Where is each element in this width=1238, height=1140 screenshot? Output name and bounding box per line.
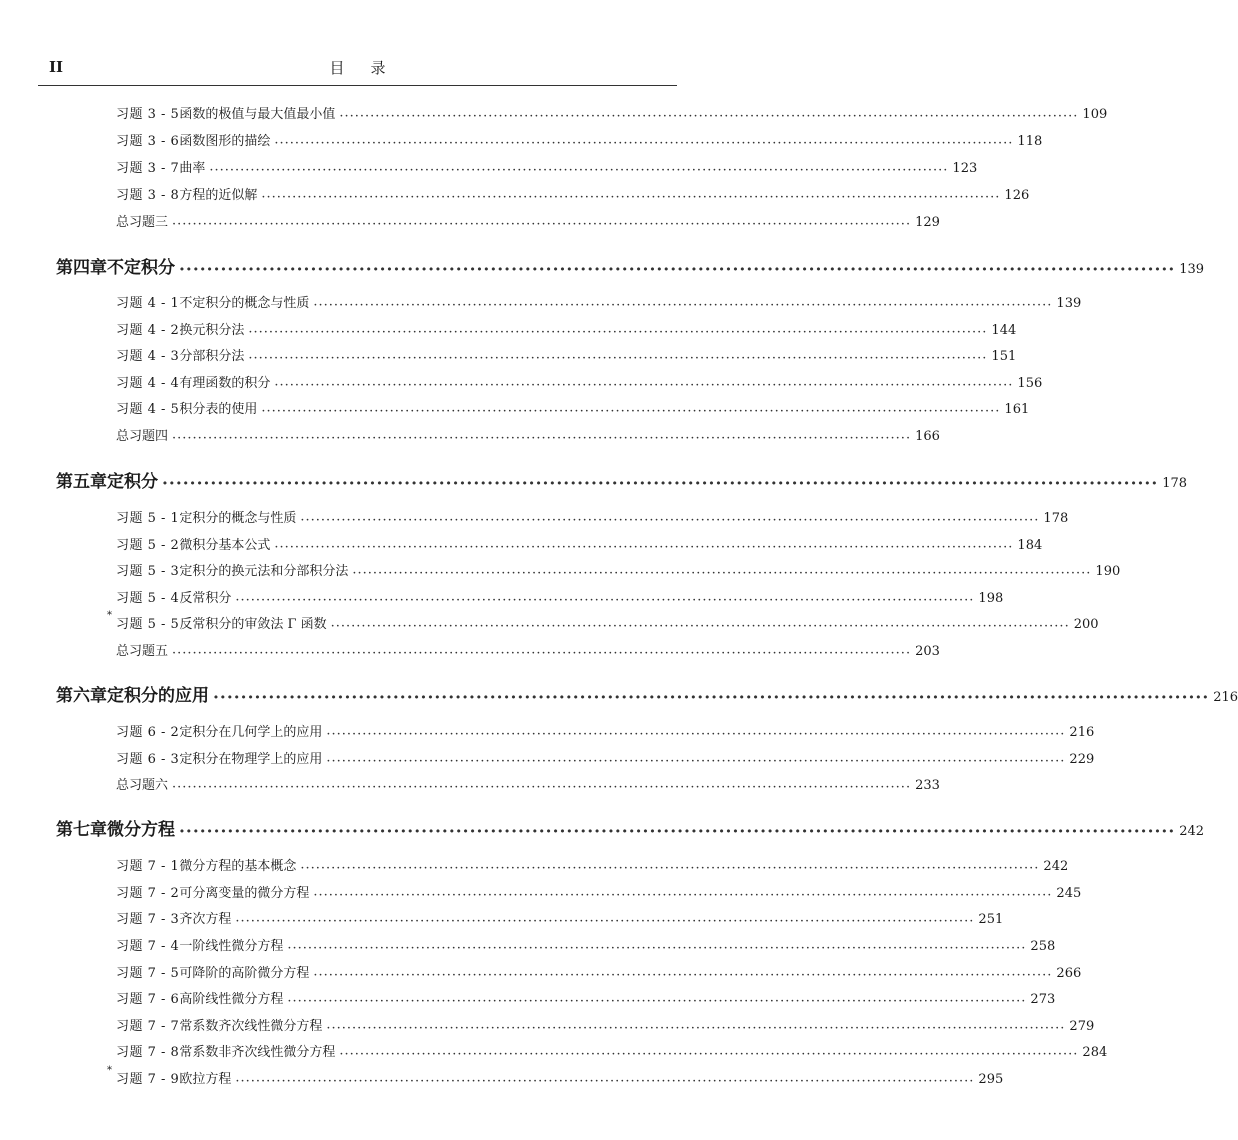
chapter-title: 定积分的应用 bbox=[107, 686, 209, 706]
page-number: II bbox=[49, 58, 64, 76]
section-title: 反常积分 bbox=[179, 591, 232, 606]
dot-leader bbox=[261, 190, 1000, 203]
toc-chapter[interactable] bbox=[56, 467, 1188, 492]
chapter-title: 微分方程 bbox=[107, 820, 175, 840]
toc-chapter[interactable] bbox=[56, 815, 1205, 840]
dot-leader bbox=[326, 754, 1065, 767]
page-ref: 266 bbox=[1056, 966, 1082, 981]
page-ref: 242 bbox=[1179, 824, 1205, 839]
dot-leader bbox=[300, 861, 1039, 874]
section-title: 可分离变量的微分方程 bbox=[179, 886, 310, 901]
section-label: 习题 5 - 3 bbox=[116, 564, 180, 579]
section-title: 常系数非齐次线性微分方程 bbox=[179, 1045, 336, 1060]
dot-leader bbox=[172, 780, 911, 793]
section-title: 换元积分法 bbox=[179, 323, 245, 338]
dot-leader bbox=[179, 822, 1175, 839]
dot-leader bbox=[179, 260, 1175, 277]
page-ref: 109 bbox=[1082, 107, 1108, 122]
section-label: 习题 5 - 2 bbox=[116, 538, 180, 553]
page-ref: 258 bbox=[1030, 939, 1056, 954]
dot-leader bbox=[274, 136, 1013, 149]
toc-entry[interactable] bbox=[116, 184, 1030, 203]
section-title: 常系数齐次线性微分方程 bbox=[179, 1019, 323, 1034]
page-ref: 166 bbox=[915, 429, 940, 444]
section-title: 欧拉方程 bbox=[179, 1072, 232, 1087]
page-ref: 118 bbox=[1017, 134, 1043, 149]
page-ref: 251 bbox=[978, 912, 1004, 927]
page-ref: 273 bbox=[1030, 992, 1056, 1007]
page-ref: 203 bbox=[915, 644, 940, 659]
dot-leader bbox=[248, 325, 987, 338]
section-label: 习题 3 - 7 bbox=[116, 161, 180, 176]
page-ref: 284 bbox=[1082, 1045, 1108, 1060]
chapter-title: 定积分 bbox=[107, 472, 158, 492]
section-label: 习题 5 - 5 bbox=[116, 617, 180, 632]
page-ref: 126 bbox=[1004, 188, 1030, 203]
toc-entry[interactable] bbox=[116, 935, 1056, 954]
page-ref: 178 bbox=[1162, 476, 1188, 491]
page-ref: 229 bbox=[1069, 752, 1095, 767]
page-ref: 279 bbox=[1069, 1019, 1095, 1034]
section-title: 函数的极值与最大值最小值 bbox=[179, 107, 336, 122]
dot-leader bbox=[162, 474, 1158, 491]
section-title: 函数图形的描绘 bbox=[179, 134, 271, 149]
toc-entry[interactable] bbox=[107, 610, 1099, 632]
section-title: 积分表的使用 bbox=[179, 402, 258, 417]
dot-leader bbox=[313, 298, 1052, 311]
section-label: 习题 3 - 6 bbox=[116, 134, 180, 149]
chapter-number: 第四章 bbox=[56, 258, 107, 278]
dot-leader bbox=[235, 593, 974, 606]
toc-entry[interactable] bbox=[116, 534, 1043, 553]
chapter-number: 第五章 bbox=[56, 472, 107, 492]
dot-leader bbox=[352, 566, 1091, 579]
section-label: 习题 5 - 4 bbox=[116, 591, 180, 606]
section-title: 分部积分法 bbox=[179, 349, 245, 364]
section-title: 高阶线性微分方程 bbox=[179, 992, 284, 1007]
chapter-number: 第七章 bbox=[56, 820, 107, 840]
section-label: 习题 7 - 6 bbox=[116, 992, 180, 1007]
toc-entry[interactable] bbox=[116, 398, 1030, 417]
dot-leader bbox=[209, 163, 948, 176]
section-title: 有理函数的积分 bbox=[179, 376, 271, 391]
page-ref: 123 bbox=[952, 161, 978, 176]
toc-entry[interactable] bbox=[116, 908, 1004, 927]
toc-entry[interactable] bbox=[116, 855, 1069, 874]
section-title: 总习题五 bbox=[116, 644, 169, 659]
toc-entry[interactable] bbox=[116, 103, 1108, 122]
toc-entry[interactable] bbox=[116, 774, 940, 793]
section-label: 习题 4 - 5 bbox=[116, 402, 180, 417]
page-ref: 233 bbox=[915, 778, 940, 793]
section-label: 习题 7 - 3 bbox=[116, 912, 180, 927]
page-ref: 216 bbox=[1069, 725, 1095, 740]
section-title: 微分方程的基本概念 bbox=[179, 859, 297, 874]
toc-entry[interactable] bbox=[116, 345, 1017, 364]
dot-leader bbox=[248, 351, 987, 364]
section-title: 一阶线性微分方程 bbox=[179, 939, 284, 954]
section-title: 曲率 bbox=[179, 161, 206, 176]
section-title: 总习题三 bbox=[116, 215, 169, 230]
page-ref: 178 bbox=[1043, 511, 1069, 526]
page-ref: 139 bbox=[1056, 296, 1082, 311]
dot-leader bbox=[287, 994, 1026, 1007]
dot-leader bbox=[274, 378, 1013, 391]
section-title: 齐次方程 bbox=[179, 912, 232, 927]
page-ref: 242 bbox=[1043, 859, 1069, 874]
dot-leader bbox=[287, 941, 1026, 954]
dot-leader bbox=[235, 914, 974, 927]
dot-leader bbox=[172, 217, 911, 230]
section-label: 习题 7 - 5 bbox=[116, 966, 180, 981]
toc-entry[interactable] bbox=[116, 319, 1017, 338]
section-title: 微积分基本公式 bbox=[179, 538, 271, 553]
toc-entry[interactable] bbox=[116, 372, 1043, 391]
section-title: 方程的近似解 bbox=[179, 188, 258, 203]
section-title: 可降阶的高阶微分方程 bbox=[179, 966, 310, 981]
page-ref: 144 bbox=[991, 323, 1017, 338]
toc-entry[interactable] bbox=[116, 988, 1056, 1007]
page-ref: 129 bbox=[915, 215, 940, 230]
toc-entry[interactable] bbox=[116, 1015, 1095, 1034]
dot-leader bbox=[339, 109, 1078, 122]
toc-chapter[interactable] bbox=[56, 253, 1205, 278]
page-ref: 200 bbox=[1073, 617, 1099, 632]
page-ref: 184 bbox=[1017, 538, 1043, 553]
toc-entry[interactable] bbox=[116, 560, 1121, 579]
section-title: 反常积分的审敛法 Γ 函数 bbox=[179, 617, 327, 632]
dot-leader bbox=[326, 1021, 1065, 1034]
section-label: 习题 4 - 1 bbox=[116, 296, 180, 311]
section-label: 习题 3 - 8 bbox=[116, 188, 180, 203]
optional-marker: * bbox=[107, 610, 112, 621]
section-title: 定积分在物理学上的应用 bbox=[179, 752, 323, 767]
page-ref: 295 bbox=[978, 1072, 1004, 1087]
section-title: 定积分在几何学上的应用 bbox=[179, 725, 323, 740]
page-ref: 156 bbox=[1017, 376, 1043, 391]
toc-entry[interactable] bbox=[116, 507, 1069, 526]
section-label: 习题 3 - 5 bbox=[116, 107, 180, 122]
dot-leader bbox=[261, 404, 1000, 417]
chapter-title: 不定积分 bbox=[107, 258, 175, 278]
dot-leader bbox=[313, 888, 1052, 901]
toc-entry[interactable] bbox=[116, 211, 940, 230]
section-title: 总习题六 bbox=[116, 778, 169, 793]
section-label: 习题 7 - 1 bbox=[116, 859, 180, 874]
page-title: 目录 bbox=[329, 59, 412, 77]
toc-entry[interactable] bbox=[116, 425, 940, 444]
toc-entry[interactable] bbox=[116, 640, 940, 659]
section-label: 习题 4 - 3 bbox=[116, 349, 180, 364]
page-ref: 198 bbox=[978, 591, 1004, 606]
dot-leader bbox=[326, 727, 1065, 740]
section-label: 习题 4 - 4 bbox=[116, 376, 180, 391]
section-title: 不定积分的概念与性质 bbox=[179, 296, 310, 311]
section-label: 习题 4 - 2 bbox=[116, 323, 180, 338]
page-ref: 161 bbox=[1004, 402, 1030, 417]
toc-entry[interactable] bbox=[116, 1041, 1108, 1060]
toc-entry[interactable] bbox=[116, 157, 978, 176]
page-ref: 190 bbox=[1095, 564, 1121, 579]
page-ref: 245 bbox=[1056, 886, 1082, 901]
section-label: 习题 7 - 9 bbox=[116, 1072, 180, 1087]
section-label: 习题 6 - 3 bbox=[116, 752, 180, 767]
dot-leader bbox=[339, 1047, 1078, 1060]
toc-entry[interactable] bbox=[116, 721, 1095, 740]
section-title: 总习题四 bbox=[116, 429, 169, 444]
dot-leader bbox=[172, 646, 911, 659]
toc-entry[interactable] bbox=[116, 292, 1082, 311]
optional-marker: * bbox=[107, 1065, 112, 1076]
dot-leader bbox=[274, 540, 1013, 553]
section-label: 习题 5 - 1 bbox=[116, 511, 180, 526]
section-label: 习题 6 - 2 bbox=[116, 725, 180, 740]
dot-leader bbox=[172, 431, 911, 444]
dot-leader bbox=[300, 513, 1039, 526]
toc-entry[interactable] bbox=[116, 748, 1095, 767]
section-label: 习题 7 - 2 bbox=[116, 886, 180, 901]
dot-leader bbox=[213, 688, 1209, 705]
section-label: 习题 7 - 8 bbox=[116, 1045, 180, 1060]
toc-entry[interactable] bbox=[107, 1065, 1004, 1087]
page-ref: 139 bbox=[1179, 262, 1205, 277]
toc-entry[interactable] bbox=[116, 962, 1082, 981]
toc-entry[interactable] bbox=[116, 587, 1004, 606]
section-title: 定积分的换元法和分部积分法 bbox=[179, 564, 349, 579]
section-title: 定积分的概念与性质 bbox=[179, 511, 297, 526]
section-label: 习题 7 - 7 bbox=[116, 1019, 180, 1034]
toc-entry[interactable] bbox=[116, 882, 1082, 901]
page-ref: 216 bbox=[1213, 690, 1238, 705]
dot-leader bbox=[331, 619, 1070, 632]
toc-chapter[interactable] bbox=[56, 681, 1238, 706]
toc-entry[interactable] bbox=[116, 130, 1043, 149]
dot-leader bbox=[235, 1074, 974, 1087]
page-ref: 151 bbox=[991, 349, 1017, 364]
section-label: 习题 7 - 4 bbox=[116, 939, 180, 954]
chapter-number: 第六章 bbox=[56, 686, 107, 706]
dot-leader bbox=[313, 968, 1052, 981]
